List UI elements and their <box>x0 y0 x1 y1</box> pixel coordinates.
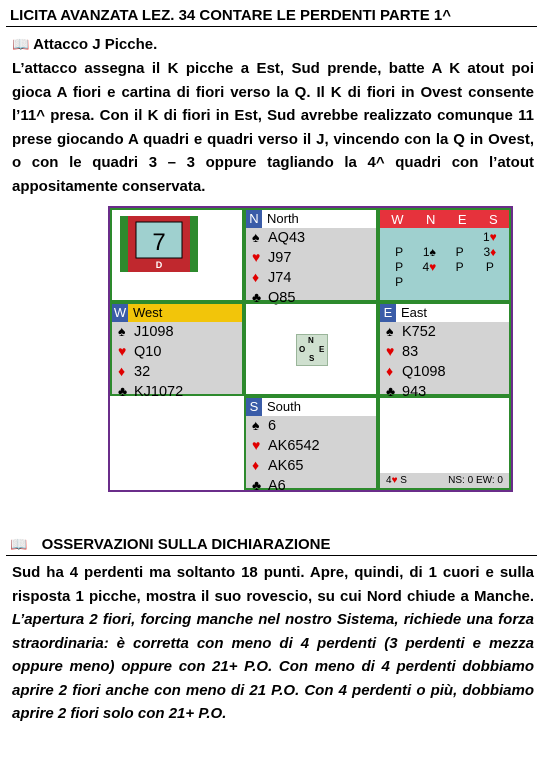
west-hearts: ♥ Q10 <box>118 343 162 360</box>
heart-icon: ♥ <box>386 343 395 359</box>
bid-south-1: 1♥ <box>482 230 497 244</box>
south-seat-name: South <box>267 399 301 414</box>
diamond-icon: ♦ <box>386 363 394 379</box>
east-seat-letter: E <box>380 304 396 322</box>
west-spades: ♠ J1098 <box>118 323 174 340</box>
north-hearts: ♥ J97 <box>252 249 292 266</box>
spade-icon: ♠ <box>252 417 260 433</box>
north-seat-tag <box>246 210 376 228</box>
south-seat-tag <box>246 398 376 416</box>
east-spades: ♠ K752 <box>386 323 436 340</box>
bid-north-1: 1♠ <box>422 245 436 259</box>
lead-text: Attacco J Picche. <box>33 36 158 53</box>
south-hand <box>244 396 378 494</box>
north-clubs: ♣ Q85 <box>252 289 296 306</box>
club-icon: ♣ <box>386 383 396 399</box>
observations-title <box>6 534 537 556</box>
contract-label: 4♥ S <box>386 475 407 486</box>
observations-title-text: OSSERVAZIONI SULLA DICHIARAZIONE <box>41 536 331 553</box>
east-diamonds: ♦ Q1098 <box>386 363 446 380</box>
lead-line <box>12 33 157 57</box>
diamond-icon: ♦ <box>252 457 260 473</box>
lead-explanation: L’attacco assegna il K picche a Est, Sud prende, batte A K atout poi gioca A fiori e cartina di fiori verso la Q. Il K di fiori in Ovest consente l’11^ presa. Con il K di fiori in Est, Sud avrebbe realizzato comunque 11 prese giocando A quadri e quadri verso il J, vincendo con la Q in Ovest, o con le quadri 3 – 3 oppure tagliando la 4^ quadri con l’atout appositamente conservata. <box>12 60 534 195</box>
diamond-icon: ♦ <box>118 363 126 379</box>
west-seat-letter: W <box>113 305 127 320</box>
spade-icon: ♠ <box>386 323 394 339</box>
north-diamonds: ♦ J74 <box>252 269 292 286</box>
north-seat-letter: N <box>246 210 262 228</box>
heart-icon: ♥ <box>252 249 261 265</box>
board-number-cell <box>110 208 244 302</box>
bid-south-2: 3♦ <box>483 245 497 259</box>
west-hand <box>110 302 244 400</box>
west-seat-tag <box>112 304 242 322</box>
heart-icon: ♥ <box>252 437 261 453</box>
club-icon: ♣ <box>118 383 128 399</box>
spade-icon: ♠ <box>118 323 126 339</box>
east-hand <box>378 302 511 400</box>
status-bar <box>380 473 509 488</box>
empty-corner <box>110 396 244 490</box>
bridge-diagram <box>108 206 513 492</box>
status-cell <box>378 396 511 490</box>
north-spades: ♠ AQ43 <box>252 229 306 246</box>
club-icon: ♣ <box>252 477 262 493</box>
observations-text <box>12 561 534 726</box>
south-seat-letter: S <box>246 398 262 416</box>
compass-icon: N O E S <box>296 334 328 366</box>
north-seat-name: North <box>267 211 299 226</box>
east-seat-name: East <box>401 305 428 320</box>
lesson-title-text: LICITA AVANZATA LEZ. 34 CONTARE LE PERDENTI PARTE 1^ <box>10 7 451 24</box>
observations-italic: L’apertura 2 fiori, forcing manche nel nostro Sistema, richiede una forza straordinaria: è corretta con meno di 4 perdenti (3 perdenti e mezza oppure meno) oppure con 21+ P.O. Con meno di 4 perdenti dobbiamo aprire 2 fiori anche con meno di 21 P.O. Con 4 perdenti o più, dobbiamo aprire 2 fiori solo con 21+ P.O. <box>12 611 534 722</box>
board-number-badge <box>120 216 198 272</box>
book-icon: 📖 <box>12 36 30 52</box>
auction-box <box>378 208 511 302</box>
club-icon: ♣ <box>252 289 262 305</box>
west-clubs: ♣ KJ1072 <box>118 383 184 400</box>
north-hand <box>244 208 378 306</box>
west-seat-name: West <box>128 304 242 322</box>
book-icon: 📖 <box>10 536 28 552</box>
observations-normal: Sud ha 4 perdenti ma soltanto 18 punti. Apre, quindi, di 1 cuori e sulla risposta 1 picche, mostra il suo rovescio, su cui Nord chiude a Manche. <box>12 564 534 605</box>
south-hearts: ♥ AK6542 <box>252 437 320 454</box>
diamond-icon: ♦ <box>252 269 260 285</box>
scores-label: NS: 0 EW: 0 <box>448 475 503 486</box>
spade-icon: ♠ <box>252 229 260 245</box>
south-clubs: ♣ A6 <box>252 477 286 494</box>
table-center <box>244 302 378 396</box>
auction-header: W N E S <box>380 210 509 228</box>
board-number: 7 <box>152 229 166 256</box>
bid-north-2: 4♥ <box>422 260 437 274</box>
auction-grid: 1♥ P 1♠ P 3♦ P 4♥ P P P <box>380 228 509 290</box>
lesson-title <box>6 6 537 27</box>
east-clubs: ♣ 943 <box>386 383 427 400</box>
east-hearts: ♥ 83 <box>386 343 419 360</box>
south-spades: ♠ 6 <box>252 417 277 434</box>
dealer-mark: D <box>155 260 163 270</box>
south-diamonds: ♦ AK65 <box>252 457 304 474</box>
west-diamonds: ♦ 32 <box>118 363 151 380</box>
east-seat-tag <box>380 304 509 322</box>
heart-icon: ♥ <box>118 343 127 359</box>
